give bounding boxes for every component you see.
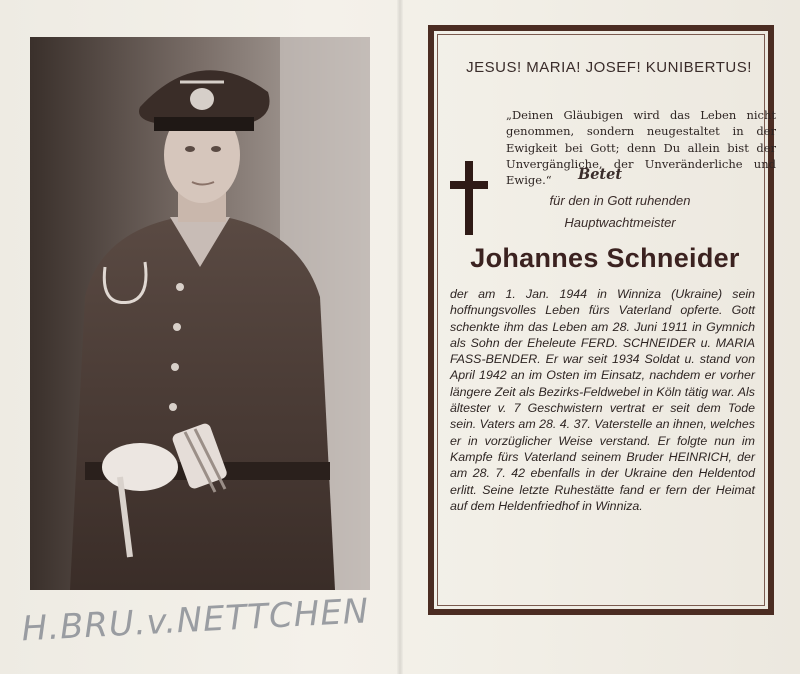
subtitle-line-1: für den in Gott ruhenden [549, 193, 691, 208]
invocation-heading: JESUS! MARIA! JOSEF! KUNIBERTUS! [466, 59, 752, 76]
subtitle-rank: Hauptwachtmeister [564, 215, 676, 230]
prayer-heading: Betet [577, 166, 623, 183]
deceased-name: Johannes Schneider [470, 243, 740, 273]
prayer-subtitle [500, 190, 740, 234]
cross-icon [450, 161, 488, 235]
scripture-verse: „Deinen Gläubigen wird das Leben nicht genommen, sondern neugestaltet in der Ewigkeit bei Gott; denn Du allein bist der Unvergängliche, der Unveränderliche und Ewige.“ [506, 108, 776, 188]
handwritten-note: H.BRU.v.NETTCHEN [20, 591, 371, 650]
biography-text: der am 1. Jan. 1944 in Winniza (Ukraine) sein hoffnungsvolles Leben fürs Vaterland opferte. Gott schenkte ihm das Leben am 28. Juni 1911 in Gymnich als Sohn der Eheleute FERD. SCHNEIDER u. MARIA FASS-BENDER. Er war seit 1934 Soldat u. stand von April 1942 an im Osten im Einsatz, nachdem er vorher längere Zeit als Bezirks-Feldwebel in Köln tätig war. Als ältester v. 7 Geschwistern vertrat er seit dem Tode sein. Vaters am 28. 4. 37. Vaterstelle an ihnen, welches er in vorzüglicher Weise verstand. Er folgte nun im Kampfe fürs Vaterland seinem Bruder HEINRICH, der am 28. 7. 42 ebenfalls in der Ukraine den Heldentod erlitt. Seine letzte Ruhestätte fand er fern der Heimat auf dem Heldenfriedhof in Winniza. [450, 287, 755, 513]
portrait-image [30, 37, 370, 590]
soldier-portrait-photo [30, 37, 370, 590]
card-fold [397, 0, 403, 674]
